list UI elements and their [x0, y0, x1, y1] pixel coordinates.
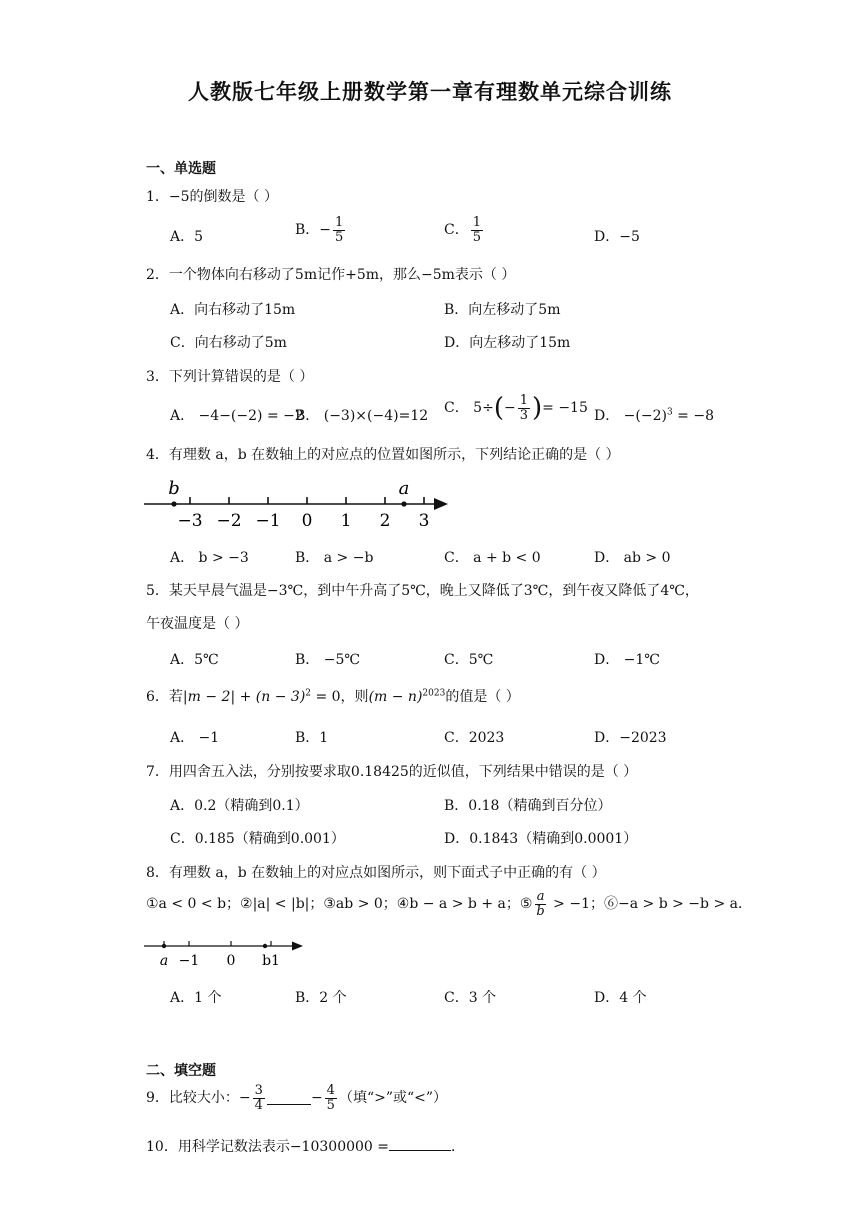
question-6-option-b: B．1	[295, 730, 329, 746]
question-8-stem: 8．有理数 a，b 在数轴上的对应点如图所示，则下面式子中正确的有（ ）	[146, 865, 606, 881]
question-3-option-c: C． 5÷(− $\frac{1}{3}$ )= −15	[444, 393, 588, 424]
question-1-option-c: C． $\frac{1}{5}$	[444, 215, 481, 245]
question-7-option-d: D．0.1843（精确到0.0001）	[444, 831, 638, 847]
question-4-option-b: B． a > −b	[295, 550, 374, 566]
question-6-option-c: C．2023	[444, 730, 505, 746]
question-5-option-a: A．5℃	[170, 652, 219, 668]
tick-label: b1	[262, 953, 280, 969]
tick-label: 0	[301, 511, 313, 531]
question-3-option-d: D． $-(-2)^3 = -8$	[594, 407, 714, 424]
section-heading-fill-blank: 二、填空题	[146, 1063, 216, 1079]
question-5-option-d: D． −1℃	[594, 652, 660, 668]
tick-label: a	[159, 953, 169, 969]
question-5-stem-line-1: 5．某天早晨气温是−3℃，到中午升高了5℃，晚上又降低了3℃，到午夜又降低了4℃，	[146, 583, 699, 599]
section-heading-single-choice: 一、单选题	[146, 161, 216, 177]
question-4-option-a: A． b > −3	[170, 550, 249, 566]
fraction: $\frac{4}{5}$	[326, 1083, 335, 1113]
question-9-stem: 9．比较大小：− $\frac{3}{4}$ − $\frac{4}{5}$ （填“>”或“<”）	[146, 1083, 448, 1113]
question-4-option-c: C． a + b < 0	[444, 550, 541, 566]
point-label-b: b	[168, 478, 180, 499]
question-8-option-a: A．1 个	[170, 990, 222, 1006]
question-3-option-b: B． (−3)×(−4)=12	[295, 408, 429, 424]
answer-blank[interactable]	[267, 1092, 311, 1105]
question-6-stem: 6．若$|m - 2| + (n - 3)^2 = 0$，则$(m - n)^{2023}$的值是（ ）	[146, 688, 520, 705]
point-b	[171, 501, 176, 506]
question-2-option-b: B．向左移动了5m	[444, 302, 561, 318]
question-5-option-c: C．5℃	[444, 652, 494, 668]
question-8-statements: ①a < 0 < b；②|a| < |b|；③ab > 0；④b − a > b + a；⑤ $\frac{a}{b}$ > −1；⑥−a > b > −b > a．	[146, 889, 752, 919]
tick-label: −1	[255, 511, 281, 531]
tick-label: −1	[178, 953, 200, 969]
page-title: 人教版七年级上册数学第一章有理数单元综合训练	[188, 79, 672, 104]
tick-label: 1	[340, 511, 352, 531]
tick-group	[160, 941, 280, 969]
question-1-option-a: A．5	[170, 229, 204, 245]
question-6-option-a: A． −1	[170, 730, 220, 746]
question-2-option-d: D．向左移动了15m	[444, 335, 571, 351]
fraction: $\frac{1}{5}$	[472, 215, 481, 245]
question-7-option-a: A．0.2（精确到0.1）	[170, 798, 309, 814]
number-line-q4	[140, 474, 460, 532]
tick-label: 2	[379, 511, 391, 531]
question-3-option-a: A． −4−(−2) = −2	[170, 408, 304, 424]
question-2-stem: 2．一个物体向右移动了5m记作+5m，那么−5m表示（ ）	[146, 267, 516, 283]
question-3-stem: 3．下列计算错误的是（ ）	[146, 369, 314, 385]
question-5-option-b: B． −5℃	[295, 652, 361, 668]
tick-label: −2	[216, 511, 242, 531]
question-1-stem: 1．−5的倒数是（ ）	[146, 189, 278, 205]
point-a	[401, 501, 406, 506]
question-1-option-d: D．−5	[594, 229, 640, 245]
question-8-option-b: B．2 个	[295, 990, 347, 1006]
fraction: $\frac{3}{4}$	[254, 1083, 263, 1113]
tick-label: 0	[226, 953, 236, 969]
question-1-option-b: B．− $\frac{1}{5}$	[295, 215, 344, 245]
question-10-stem: 10．用科学记数法表示−10300000 = ．	[146, 1139, 465, 1155]
question-8-option-d: D．4 个	[594, 990, 647, 1006]
question-4-option-d: D． ab > 0	[594, 550, 671, 566]
question-2-option-c: C．向右移动了5m	[170, 335, 287, 351]
tick-label: −3	[177, 511, 203, 531]
answer-blank[interactable]	[389, 1138, 451, 1151]
question-2-option-a: A．向右移动了15m	[170, 302, 296, 318]
question-7-stem: 7．用四舍五入法，分别按要求取0.18425的近似值，下列结果中错误的是（ ）	[146, 764, 638, 780]
question-4-stem: 4．有理数 a，b 在数轴上的对应点的位置如图所示，下列结论正确的是（ ）	[146, 447, 620, 463]
tick-group	[177, 497, 429, 531]
fraction: $\frac{1}{3}$	[519, 393, 528, 423]
question-8-option-c: C．3 个	[444, 990, 497, 1006]
question-7-option-b: B．0.18（精确到百分位）	[444, 798, 612, 814]
tick-label: 3	[418, 511, 430, 531]
question-6-option-d: D．−2023	[594, 730, 667, 746]
point-b	[263, 944, 267, 948]
question-5-stem-line-2: 午夜温度是（ ）	[146, 616, 249, 632]
question-7-option-c: C．0.185（精确到0.001）	[170, 831, 345, 847]
fraction: $\frac{a}{b}$	[536, 889, 545, 919]
point-label-a: a	[398, 478, 410, 499]
fraction: $\frac{1}{5}$	[335, 215, 344, 245]
number-line-q8	[140, 936, 310, 970]
